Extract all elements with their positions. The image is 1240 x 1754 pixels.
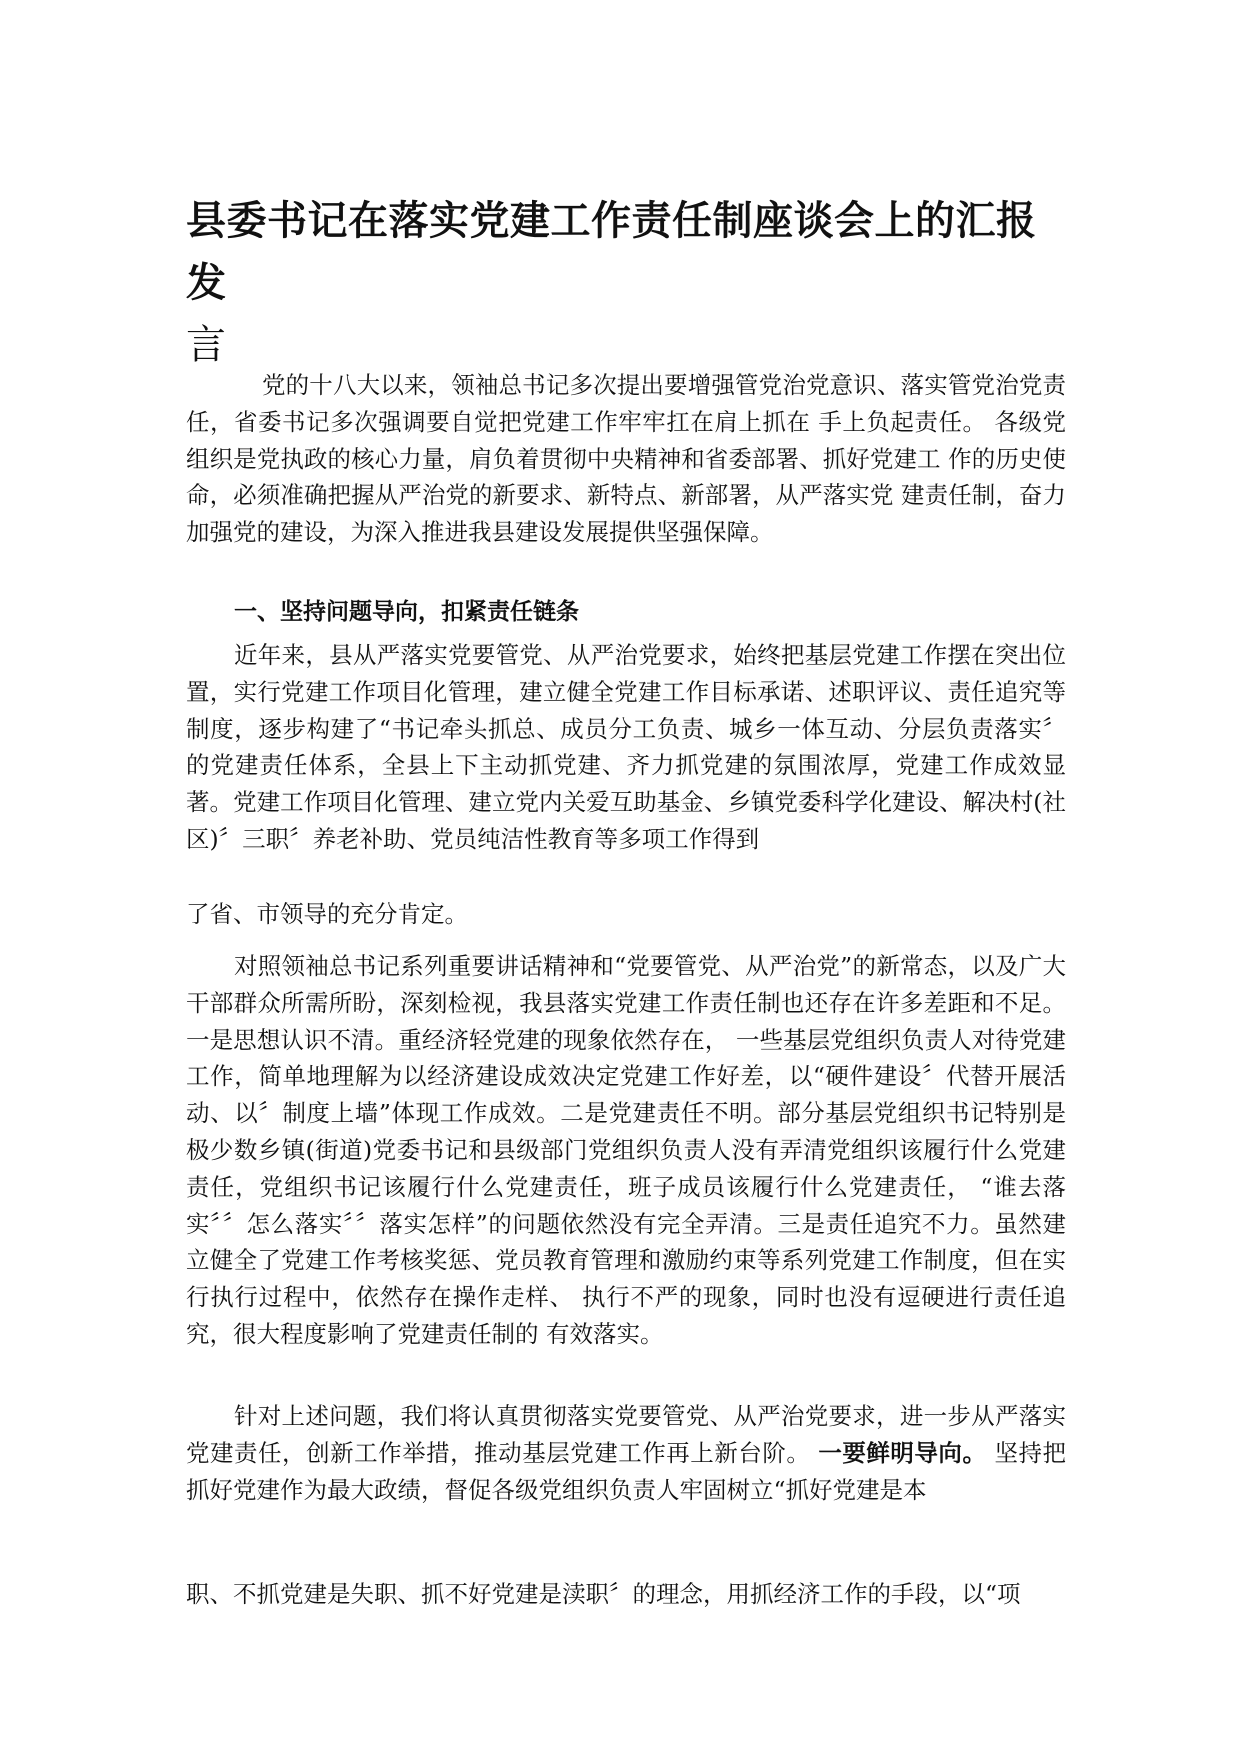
paragraph-3 bbox=[186, 1398, 1066, 1508]
paragraph-4: 职、不抓党建是失职、抓不好党建是渎职〞的理念，用抓经济工作的手段，以“项 bbox=[186, 1580, 1021, 1608]
paragraph-1-continuation: 了省、市领导的充分肯定。 bbox=[186, 900, 468, 928]
section-heading-1: 一、坚持问题导向，扣紧责任链条 bbox=[234, 599, 579, 625]
intro-paragraph: 党的十八大以来，领袖总书记多次提出要增强管党治党意识、落实管党治党责任，省委书记多次强调要自觉把党建工作牢牢扛在肩上抓在 手上负起责任。 各级党组织是党执政的核心力量，肩负着贯彻中央精神和省委部署、抓好党建工 作的历史使命，必须准确把握从严治党的新要求、新特点、新部署，从严落实党 建责任制，奋力加强党的建设，为深入推进我县建设发展提供坚强保障。 bbox=[186, 371, 1066, 547]
title-line-1: 县委书记在落实党建工作责任制座谈会上的汇报发 bbox=[186, 198, 1037, 306]
paragraph-1: 近年来，县从严落实党要管党、从严治党要求，始终把基层党建工作摆在突出位置，实行党建工作项目化管理，建立健全党建工作目标承诺、述职评议、责任追究等制度，逐步构建了“书记牵头抓总、成员分工负责、城乡一体互动、分层负责落实〞的党建责任体系，全县上下主动抓党建、齐力抓党建的氛围浓厚，党建工作成效显著。党建工作项目化管理、建立党内关爱互助基金、乡镇党委科学化建设、解决村(社区)〞三职〞养老补助、党员纯洁性教育等多项工作得到 bbox=[186, 641, 1066, 853]
paragraph-3-bold-lead: 一要鲜明导向。 bbox=[818, 1438, 987, 1467]
title-line-2: 言 bbox=[186, 322, 227, 368]
document-title bbox=[186, 190, 1066, 376]
paragraph-3-text-b: 坚持把抓好党建作为最大政绩，督促各级党组织负责人牢固树立“抓好党建是本 bbox=[186, 1438, 1066, 1504]
paragraph-2: 对照领袖总书记系列重要讲话精神和“党要管党、从严治党”的新常态，以及广大干部群众所需所盼，深刻检视，我县落实党建工作责任制也还存在许多差距和不足。 一是思想认识不清。重经济轻党建的现象依然存在， 一些基层党组织负责人对待党建工作，简单地理解为以经济建设成效决定党建工作好差，以“硬件建设〞代替开展活动、以〞制度上墙”体现工作成效。二是党建责任不明。部分基层党组织书记特别是极少数乡镇(街道)党委书记和县级部门党组织负责人没有弄清党组织该履行什么党建责任，党组织书记该履行什么党建责任，班子成员该履行什么党建责任， “谁去落实〞〞怎么落实〞〞落实怎样”的问题依然没有完全弄清。三是责任追究不力。虽然建立健全了党建工作考核奖惩、党员教育管理和激励约束等系列党建工作制度，但在实行执行过程中，依然存在操作走样、 执行不严的现象，同时也没有逗硬进行责任追究，很大程度影响了党建责任制的 有效落实。 bbox=[186, 952, 1066, 1348]
paragraph-3-text-a: 针对上述问题，我们将认真贯彻落实党要管党、从严治党要求，进一步从严落实党建责任，创新工作举措，推动基层党建工作再上新台阶。 bbox=[186, 1402, 1066, 1467]
